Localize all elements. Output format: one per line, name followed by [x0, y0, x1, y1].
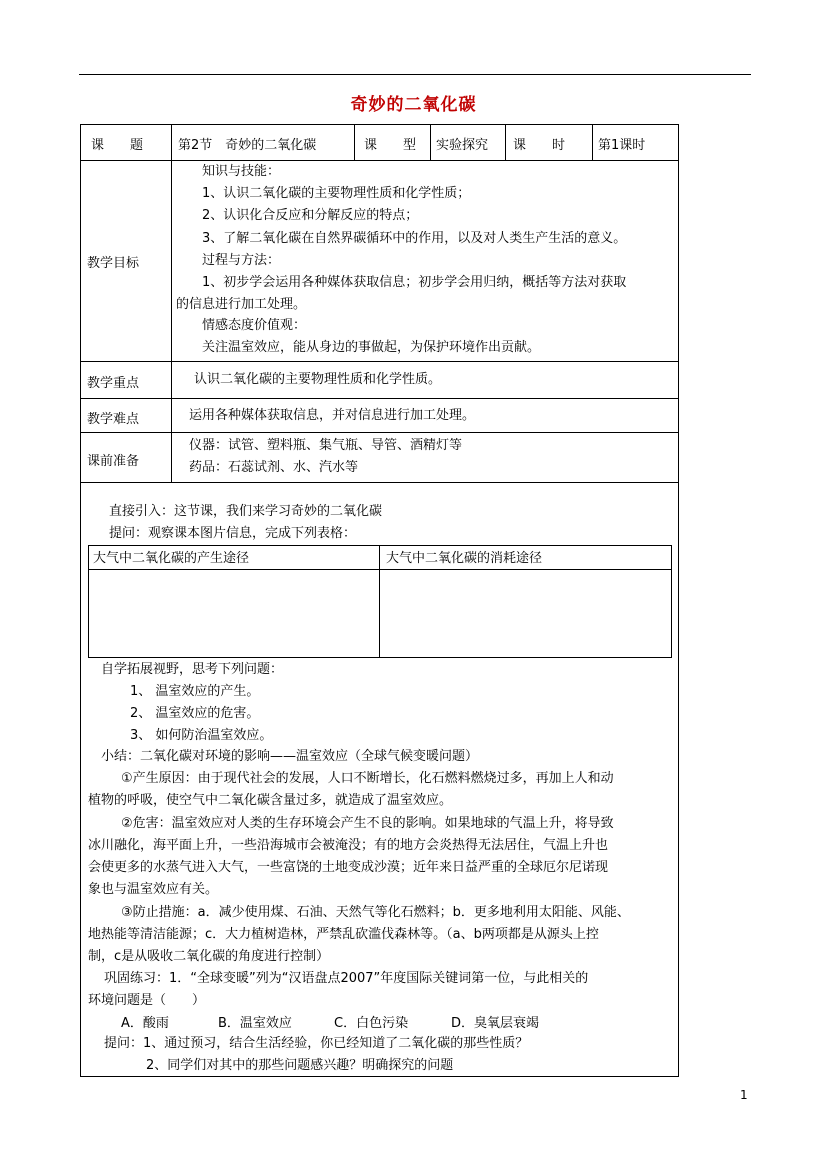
label-keti: 课 题 [91, 138, 144, 153]
objective-line: 关注温室效应，能从身边的事做起，为保护环境作出贡献。 [202, 340, 541, 355]
col-divider [379, 545, 380, 658]
harm-line: 冰川融化，海平面上升，一些沿海城市会被淹没；有的地方会炎热得无法居住，气温上升也 [88, 838, 609, 853]
cause-line: ①产生原因：由于现代社会的发展，人口不断增长，化石燃料燃烧过多，再加上人和动 [121, 771, 614, 786]
objective-line: 过程与方法： [202, 253, 281, 268]
col-divider [592, 124, 593, 160]
page-number: 1 [740, 1088, 748, 1102]
row-divider [80, 432, 679, 433]
question-item: 2、 温室效应的危害。 [130, 706, 260, 721]
question-text: 提问：观察课本图片信息，完成下列表格： [109, 526, 357, 541]
col-divider [354, 124, 355, 160]
col-divider [430, 124, 431, 160]
harm-line: ②危害：温室效应对人类的生存环境会产生不良的影响。如果地球的气温上升，将导致 [121, 816, 614, 831]
difficulty-text: 运用各种媒体获取信息，并对信息进行加工处理。 [189, 408, 476, 423]
row-divider [80, 160, 679, 161]
row-divider [80, 398, 679, 399]
objective-line: 2、认识化合反应和分解反应的特点； [202, 208, 419, 223]
cause-line: 植物的呼吸，使空气中二氧化碳含量过多，就造成了温室效应。 [88, 793, 453, 808]
col-divider [505, 124, 506, 160]
objective-line: 的信息进行加工处理。 [176, 297, 307, 312]
option-d: D．臭氧层衰竭 [451, 1016, 540, 1031]
harm-line: 会使更多的水蒸气进入大气，一些富饶的土地变成沙漠；近年来日益严重的全球厄尔尼诺现 [88, 860, 609, 875]
prevent-line: 地热能等清洁能源；c．大力植树造林，严禁乱砍滥伐森林等。（a、b两项都是从源头上控 [88, 927, 599, 942]
row-divider [80, 361, 679, 362]
page-title: 奇妙的二氧化碳 [350, 95, 477, 115]
lesson-hours: 第1课时 [598, 138, 646, 153]
prep-instruments: 仪器：试管、塑料瓶、集气瓶、导管、酒精灯等 [189, 438, 463, 453]
objective-line: 1、初步学会运用各种媒体获取信息；初步学会用归纳，概括等方法对获取 [202, 275, 627, 290]
row-divider [88, 569, 672, 570]
option-a: A．酸雨 [121, 1016, 169, 1031]
prevent-line: ③防止措施：a．减少使用煤、石油、天然气等化石燃料；b．更多地利用太阳能、风能、 [121, 905, 630, 920]
harm-line: 象也与温室效应有关。 [88, 882, 219, 897]
option-c: C．白色污染 [334, 1016, 409, 1031]
focus-text: 认识二氧化碳的主要物理性质和化学性质。 [194, 372, 442, 387]
label-focus: 教学重点 [87, 376, 140, 391]
header-rule [79, 74, 751, 75]
exercise-line: 环境问题是（ ） [88, 993, 206, 1008]
intro-text: 直接引入：这节课，我们来学习奇妙的二氧化碳 [109, 504, 383, 519]
question-item: 1、 温室效应的产生。 [130, 684, 260, 699]
ask-line: 2、同学们对其中的那些问题感兴趣？明确探究的问题 [146, 1058, 454, 1073]
label-prep: 课前准备 [87, 454, 140, 469]
col-divider [171, 124, 172, 482]
ask-line: 提问：1、通过预习，结合生活经验，你已经知道了二氧化碳的那些性质？ [104, 1036, 529, 1051]
option-b: B．温室效应 [218, 1016, 292, 1031]
label-hours: 课 时 [513, 138, 566, 153]
objective-line: 1、认识二氧化碳的主要物理性质和化学性质； [202, 186, 471, 201]
summary-text: 小结：二氧化碳对环境的影响——温室效应（全球气候变暖问题） [101, 749, 479, 764]
label-difficulty: 教学难点 [87, 412, 140, 427]
question-item: 3、 如何防治温室效应。 [130, 728, 273, 743]
exercise-line: 巩固练习：1．“全球变暖”列为“汉语盘点2007”年度国际关键词第一位，与此相关的 [104, 971, 589, 986]
table-header-source: 大气中二氧化碳的产生途径 [93, 551, 250, 566]
lesson-type: 实验探究 [436, 138, 489, 153]
table-header-sink: 大气中二氧化碳的消耗途径 [386, 551, 543, 566]
label-type: 课 型 [364, 138, 417, 153]
row-divider [80, 482, 679, 483]
label-objectives: 教学目标 [87, 256, 140, 271]
objective-line: 知识与技能： [202, 164, 281, 179]
section-title: 第2节 奇妙的二氧化碳 [178, 138, 317, 153]
objective-line: 3、了解二氧化碳在自然界碳循环中的作用，以及对人类生产生活的意义。 [202, 231, 627, 246]
prep-reagents: 药品：石蕊试剂、水、汽水等 [189, 460, 359, 475]
objective-line: 情感态度价值观： [202, 318, 307, 333]
prevent-line: 制，c是从吸收二氧化碳的角度进行控制） [88, 949, 330, 964]
selfstudy-text: 自学拓展视野，思考下列问题： [101, 662, 284, 677]
